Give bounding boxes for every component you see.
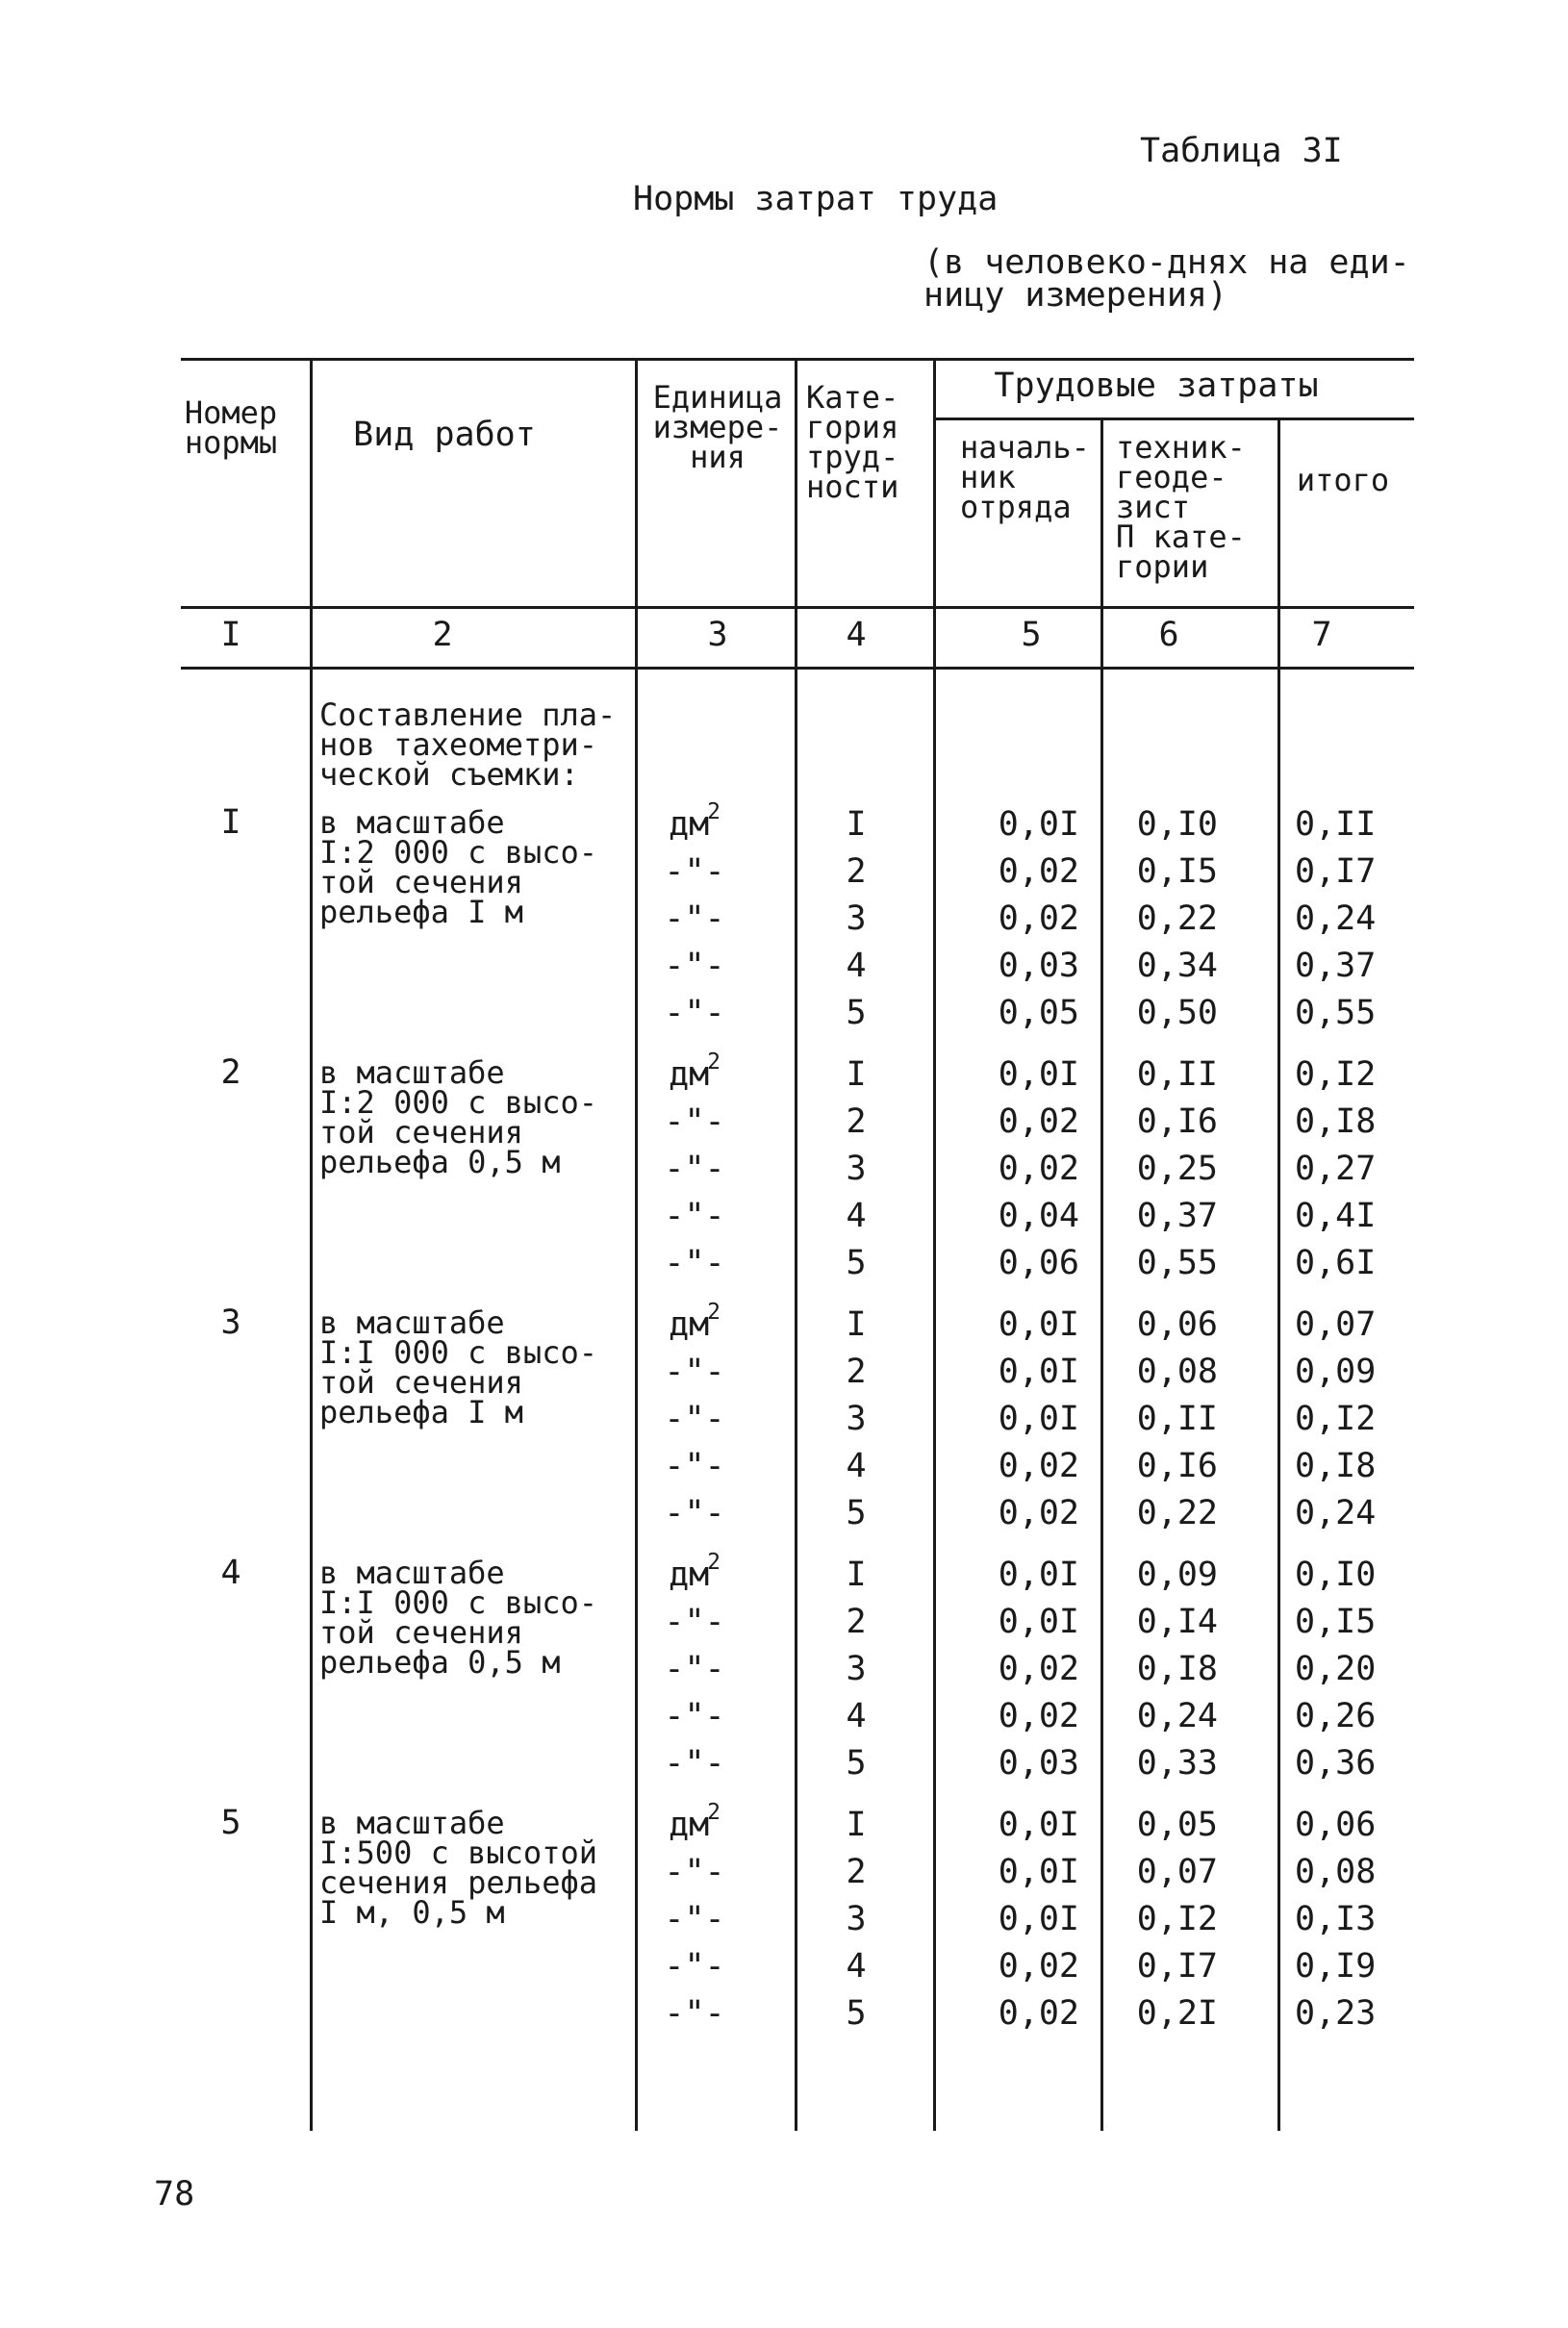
chief-value: 0,0I: [998, 1900, 1079, 1938]
technician-value: 0,II: [1136, 1400, 1218, 1438]
total-value: 0,I5: [1295, 1603, 1377, 1641]
column-rule-5: [1100, 418, 1103, 2131]
norm-number: 5: [220, 1804, 241, 1842]
header-unit: Единица измере- ния: [652, 379, 783, 475]
chief-value: 0,06: [998, 1244, 1079, 1282]
technician-value: 0,37: [1136, 1197, 1218, 1235]
header-bottom-rule: [181, 606, 1414, 609]
total-value: 0,06: [1295, 1806, 1377, 1844]
column-rule-3: [795, 358, 797, 2131]
category-cell: I: [846, 1806, 867, 1844]
category-cell: 5: [846, 1494, 867, 1532]
norm-description: в масштабе I:2 000 с высо- той сечения рельефа I м: [319, 804, 597, 930]
unit-superscript: 2: [707, 1299, 721, 1325]
unit-superscript: 2: [707, 798, 721, 824]
chief-value: 0,02: [998, 1994, 1079, 2033]
ditto-mark: -"-: [664, 1744, 725, 1783]
column-number: I: [220, 616, 241, 654]
chief-value: 0,02: [998, 1494, 1079, 1532]
technician-value: 0,I2: [1136, 1900, 1218, 1938]
chief-value: 0,0I: [998, 805, 1079, 844]
unit-cell: [669, 798, 721, 844]
total-value: 0,08: [1295, 1853, 1377, 1891]
unit-main: дм: [669, 1305, 710, 1344]
table-label: Таблица 3I: [1140, 132, 1343, 170]
technician-value: 0,I7: [1136, 1947, 1218, 1986]
ditto-mark: -"-: [664, 1994, 725, 2033]
total-value: 0,55: [1295, 994, 1377, 1032]
ditto-mark: -"-: [664, 1650, 725, 1688]
table-top-rule: [181, 358, 1414, 361]
category-cell: 4: [846, 1447, 867, 1485]
chief-value: 0,03: [998, 947, 1079, 985]
header-labor-costs: Трудовые затраты: [994, 367, 1319, 405]
column-number: 5: [1021, 616, 1042, 654]
column-number: 2: [432, 616, 453, 654]
ditto-mark: -"-: [664, 1150, 725, 1188]
technician-value: 0,07: [1136, 1853, 1218, 1891]
header-work-type: Вид работ: [353, 416, 536, 454]
unit-superscript: 2: [707, 1799, 721, 1825]
total-value: 0,I9: [1295, 1947, 1377, 1986]
technician-value: 0,I4: [1136, 1603, 1218, 1641]
header-technician-geodesist: техник- геоде- зист П кате- гории: [1116, 429, 1246, 585]
category-cell: 3: [846, 899, 867, 938]
total-value: 0,27: [1295, 1150, 1377, 1188]
category-cell: 3: [846, 1900, 867, 1938]
category-cell: I: [846, 1305, 867, 1344]
technician-value: 0,09: [1136, 1556, 1218, 1594]
category-cell: 5: [846, 994, 867, 1032]
ditto-mark: -"-: [664, 1494, 725, 1532]
section-title: Составление пла- нов тахеометри- ческой съемки:: [319, 696, 617, 793]
chief-value: 0,02: [998, 1697, 1079, 1735]
total-value: 0,37: [1295, 947, 1377, 985]
column-number: 3: [707, 616, 728, 654]
chief-value: 0,0I: [998, 1400, 1079, 1438]
technician-value: 0,I8: [1136, 1650, 1218, 1688]
numbering-row-rule: [181, 667, 1414, 670]
column-rule-6: [1277, 418, 1280, 2131]
chief-value: 0,05: [998, 994, 1079, 1032]
total-value: 0,26: [1295, 1697, 1377, 1735]
total-value: 0,4I: [1295, 1197, 1377, 1235]
ditto-mark: -"-: [664, 1353, 725, 1391]
norm-description: в масштабе I:I 000 с высо- той сечения рельефа 0,5 м: [319, 1555, 597, 1681]
category-cell: 2: [846, 1353, 867, 1391]
ditto-mark: -"-: [664, 1603, 725, 1641]
page-number: 78: [154, 2175, 195, 2214]
chief-value: 0,02: [998, 852, 1079, 891]
ditto-mark: -"-: [664, 1400, 725, 1438]
category-cell: 4: [846, 1697, 867, 1735]
chief-value: 0,0I: [998, 1055, 1079, 1094]
technician-value: 0,I5: [1136, 852, 1218, 891]
ditto-mark: -"-: [664, 1900, 725, 1938]
category-cell: 3: [846, 1150, 867, 1188]
norm-number: 2: [220, 1053, 241, 1092]
header-norm-number: Номер нормы: [184, 394, 278, 461]
technician-value: 0,55: [1136, 1244, 1218, 1282]
unit-cell: [669, 1799, 721, 1844]
total-value: 0,I2: [1295, 1400, 1377, 1438]
chief-value: 0,0I: [998, 1353, 1079, 1391]
total-value: 0,I8: [1295, 1102, 1377, 1141]
units-note: (в человеко-днях на еди- ницу измерения): [923, 243, 1410, 315]
ditto-mark: -"-: [664, 1102, 725, 1141]
norm-number: I: [220, 803, 241, 842]
unit-superscript: 2: [707, 1549, 721, 1575]
ditto-mark: -"-: [664, 1853, 725, 1891]
technician-value: 0,33: [1136, 1744, 1218, 1783]
ditto-mark: -"-: [664, 899, 725, 938]
category-cell: I: [846, 805, 867, 844]
ditto-mark: -"-: [664, 1947, 725, 1986]
technician-value: 0,22: [1136, 899, 1218, 938]
technician-value: 0,25: [1136, 1150, 1218, 1188]
unit-main: дм: [669, 1806, 710, 1844]
header-total: итого: [1296, 462, 1390, 498]
total-value: 0,II: [1295, 805, 1377, 844]
ditto-mark: -"-: [664, 1447, 725, 1485]
ditto-mark: -"-: [664, 947, 725, 985]
ditto-mark: -"-: [664, 1697, 725, 1735]
ditto-mark: -"-: [664, 852, 725, 891]
column-rule-1: [310, 358, 313, 2131]
category-cell: I: [846, 1055, 867, 1094]
chief-value: 0,02: [998, 1650, 1079, 1688]
chief-value: 0,02: [998, 899, 1079, 938]
technician-value: 0,I6: [1136, 1102, 1218, 1141]
unit-cell: [669, 1049, 721, 1094]
total-value: 0,24: [1295, 899, 1377, 938]
category-cell: 2: [846, 1603, 867, 1641]
column-rule-4: [933, 358, 936, 2131]
chief-value: 0,02: [998, 1150, 1079, 1188]
technician-value: 0,34: [1136, 947, 1218, 985]
category-cell: 2: [846, 1102, 867, 1141]
chief-value: 0,02: [998, 1447, 1079, 1485]
norm-description: в масштабе I:500 с высотой сечения рельефа I м, 0,5 м: [319, 1805, 597, 1931]
unit-cell: [669, 1299, 721, 1344]
total-value: 0,23: [1295, 1994, 1377, 2033]
chief-value: 0,0I: [998, 1556, 1079, 1594]
column-number: 7: [1311, 616, 1332, 654]
ditto-mark: -"-: [664, 1197, 725, 1235]
unit-superscript: 2: [707, 1049, 721, 1075]
technician-value: 0,I0: [1136, 805, 1218, 844]
unit-cell: [669, 1549, 721, 1594]
category-cell: 5: [846, 1994, 867, 2033]
category-cell: 3: [846, 1650, 867, 1688]
norm-description: в масштабе I:2 000 с высо- той сечения рельефа 0,5 м: [319, 1054, 597, 1180]
technician-value: 0,22: [1136, 1494, 1218, 1532]
total-value: 0,24: [1295, 1494, 1377, 1532]
technician-value: 0,08: [1136, 1353, 1218, 1391]
column-number: 4: [846, 616, 867, 654]
chief-value: 0,0I: [998, 1806, 1079, 1844]
chief-value: 0,02: [998, 1102, 1079, 1141]
total-value: 0,36: [1295, 1744, 1377, 1783]
category-cell: 4: [846, 1947, 867, 1986]
category-cell: 2: [846, 852, 867, 891]
technician-value: 0,06: [1136, 1305, 1218, 1344]
table-title: Нормы затрат труда: [633, 180, 999, 218]
chief-value: 0,02: [998, 1947, 1079, 1986]
category-cell: 5: [846, 1244, 867, 1282]
header-difficulty-category: Кате- гория труд- ности: [806, 379, 899, 505]
header-squad-chief: началь- ник отряда: [960, 429, 1090, 525]
total-value: 0,6I: [1295, 1244, 1377, 1282]
technician-value: 0,II: [1136, 1055, 1218, 1094]
chief-value: 0,0I: [998, 1603, 1079, 1641]
total-value: 0,I0: [1295, 1556, 1377, 1594]
unit-main: дм: [669, 1556, 710, 1594]
ditto-mark: -"-: [664, 994, 725, 1032]
technician-value: 0,I6: [1136, 1447, 1218, 1485]
category-cell: 4: [846, 947, 867, 985]
category-cell: I: [846, 1556, 867, 1594]
category-cell: 2: [846, 1853, 867, 1891]
column-number: 6: [1158, 616, 1179, 654]
chief-value: 0,0I: [998, 1305, 1079, 1344]
total-value: 0,I2: [1295, 1055, 1377, 1094]
technician-value: 0,50: [1136, 994, 1218, 1032]
category-cell: 5: [846, 1744, 867, 1783]
norm-description: в масштабе I:I 000 с высо- той сечения рельефа I м: [319, 1304, 597, 1430]
chief-value: 0,03: [998, 1744, 1079, 1783]
technician-value: 0,24: [1136, 1697, 1218, 1735]
unit-main: дм: [669, 805, 710, 844]
total-value: 0,I3: [1295, 1900, 1377, 1938]
chief-value: 0,0I: [998, 1853, 1079, 1891]
technician-value: 0,05: [1136, 1806, 1218, 1844]
total-value: 0,09: [1295, 1353, 1377, 1391]
category-cell: 4: [846, 1197, 867, 1235]
norm-number: 4: [220, 1554, 241, 1592]
group-header-rule: [935, 418, 1414, 420]
total-value: 0,20: [1295, 1650, 1377, 1688]
norm-number: 3: [220, 1303, 241, 1342]
total-value: 0,07: [1295, 1305, 1377, 1344]
chief-value: 0,04: [998, 1197, 1079, 1235]
category-cell: 3: [846, 1400, 867, 1438]
ditto-mark: -"-: [664, 1244, 725, 1282]
total-value: 0,I8: [1295, 1447, 1377, 1485]
column-rule-2: [635, 358, 638, 2131]
technician-value: 0,2I: [1136, 1994, 1218, 2033]
unit-main: дм: [669, 1055, 710, 1094]
total-value: 0,I7: [1295, 852, 1377, 891]
